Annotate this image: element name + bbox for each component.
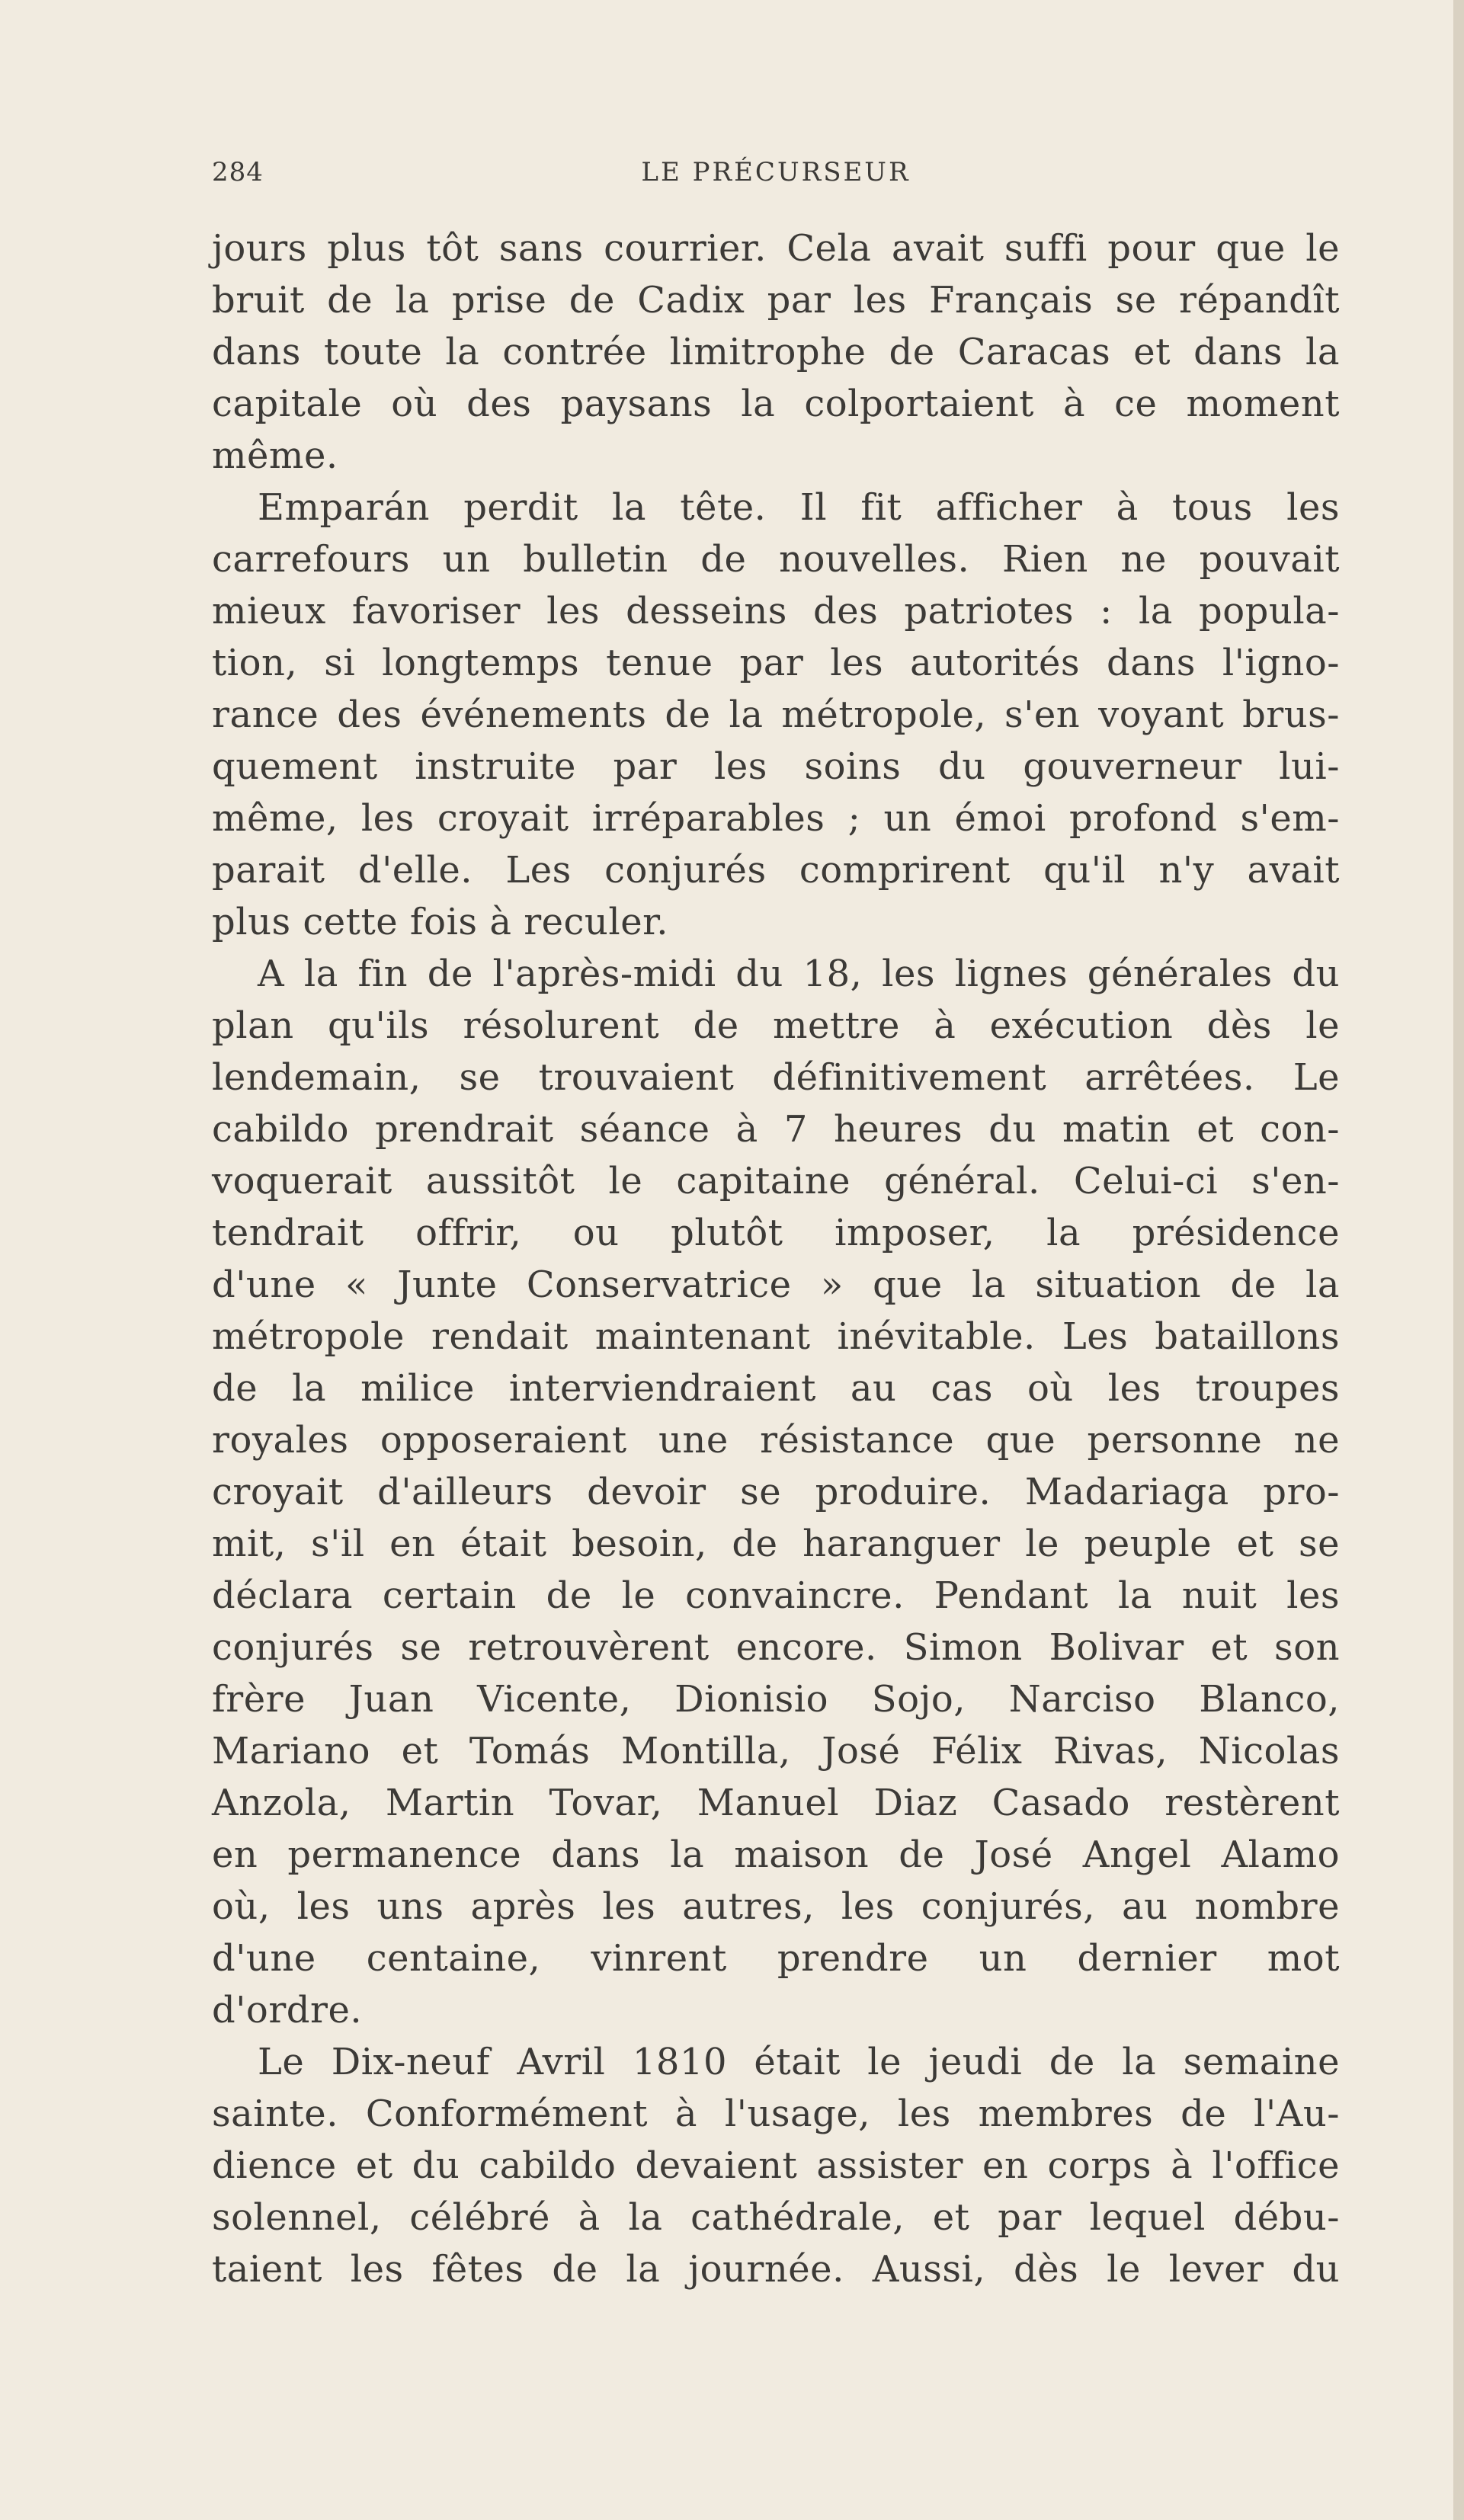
text-line: voquerait aussitôt le capitaine général. Celui-ci s'en- <box>212 1160 1340 1202</box>
text-line: frère Juan Vicente, Dionisio Sojo, Narciso Blanco, <box>212 1678 1340 1721</box>
text-line: cabildo prendrait séance à 7 heures du matin et con- <box>212 1108 1340 1151</box>
text-line: dience et du cabildo devaient assister en corps à l'office <box>212 2144 1340 2187</box>
text-line: carrefours un bulletin de nouvelles. Rien ne pouvait <box>212 538 1340 581</box>
text-line: même, les croyait irréparables ; un émoi profond s'em- <box>212 797 1340 840</box>
text-line: sainte. Conformément à l'usage, les membres de l'Au- <box>212 2093 1340 2135</box>
text-line: parait d'elle. Les conjurés comprirent qu'il n'y avait <box>212 849 1340 892</box>
running-title: LE PRÉCURSEUR <box>641 157 911 187</box>
text-line: Emparán perdit la tête. Il fit afficher à tous les <box>258 486 1340 529</box>
text-line: quement instruite par les soins du gouverneur lui- <box>212 745 1340 788</box>
text-line: mieux favoriser les desseins des patriotes : la popula- <box>212 590 1340 632</box>
text-line: A la fin de l'après-midi du 18, les lignes générales du <box>258 953 1340 995</box>
text-line: croyait d'ailleurs devoir se produire. Madariaga pro- <box>212 1471 1340 1513</box>
page-edge-shadow <box>1453 0 1464 2520</box>
text-line: où, les uns après les autres, les conjurés, au nombre <box>212 1885 1340 1928</box>
text-line: capitale où des paysans la colportaient à ce moment <box>212 383 1340 425</box>
text-line: conjurés se retrouvèrent encore. Simon Bolivar et son <box>212 1626 1340 1669</box>
text-line: d'ordre. <box>212 1989 363 2032</box>
page-header <box>212 157 1340 192</box>
text-line: de la milice interviendraient au cas où les troupes <box>212 1367 1340 1410</box>
text-line: tendrait offrir, ou plutôt imposer, la présidence <box>212 1212 1340 1254</box>
text-line: taient les fêtes de la journée. Aussi, dès le lever du <box>212 2248 1340 2291</box>
text-line: plan qu'ils résolurent de mettre à exécution dès le <box>212 1004 1340 1047</box>
text-line: royales opposeraient une résistance que personne ne <box>212 1419 1340 1462</box>
text-line: dans toute la contrée limitrophe de Caracas et dans la <box>212 331 1340 373</box>
text-line: métropole rendait maintenant inévitable. Les bataillons <box>212 1315 1340 1358</box>
text-line: rance des événements de la métropole, s'en voyant brus- <box>212 693 1340 736</box>
text-line: tion, si longtemps tenue par les autorités dans l'igno- <box>212 642 1340 684</box>
text-line: lendemain, se trouvaient définitivement arrêtées. Le <box>212 1056 1340 1099</box>
text-line: jours plus tôt sans courrier. Cela avait suffi pour que le <box>212 227 1340 270</box>
text-line: bruit de la prise de Cadix par les Français se répandît <box>212 279 1340 322</box>
text-line: solennel, célébré à la cathédrale, et par lequel débu- <box>212 2196 1340 2239</box>
text-line: plus cette fois à reculer. <box>212 901 669 943</box>
page-number: 284 <box>212 157 264 187</box>
text-line: déclara certain de le convaincre. Pendant la nuit les <box>212 1574 1340 1617</box>
text-line: Mariano et Tomás Montilla, José Félix Rivas, Nicolas <box>212 1730 1340 1772</box>
body-text <box>212 223 1340 2295</box>
text-line: même. <box>212 434 338 477</box>
text-line: en permanence dans la maison de José Angel Alamo <box>212 1833 1340 1876</box>
text-line: mit, s'il en était besoin, de haranguer le peuple et se <box>212 1523 1340 1565</box>
text-line: Anzola, Martin Tovar, Manuel Diaz Casado restèrent <box>212 1782 1340 1824</box>
text-line: d'une centaine, vinrent prendre un dernier mot <box>212 1937 1340 1980</box>
text-line: d'une « Junte Conservatrice » que la situation de la <box>212 1263 1340 1306</box>
text-line: Le Dix-neuf Avril 1810 était le jeudi de la semaine <box>258 2041 1340 2083</box>
